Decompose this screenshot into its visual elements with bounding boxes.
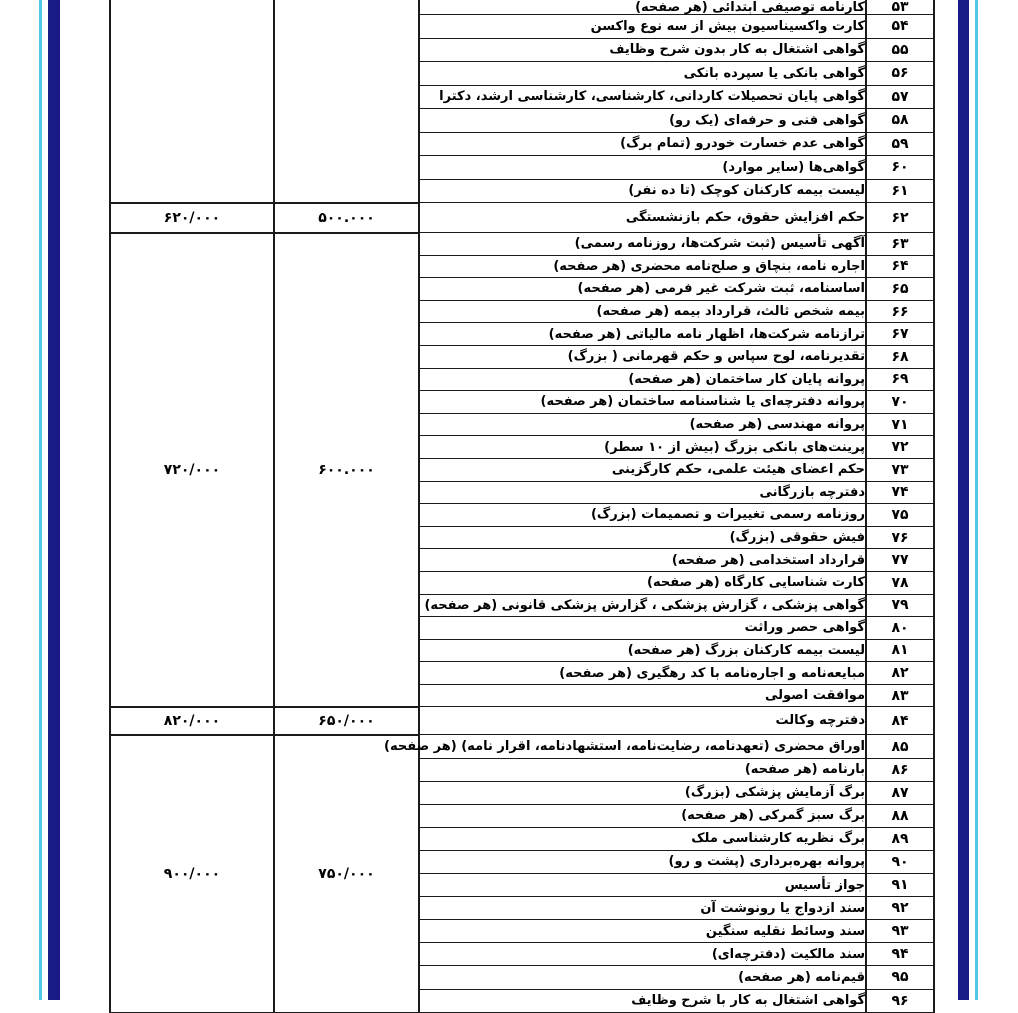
price-cell-inner: ۶۵۰/۰۰۰: [274, 707, 419, 735]
row-description-cell: کارت واکسیناسیون بیش از سه نوع واکسن: [419, 15, 866, 39]
price-cell-inner: ۷۵۰/۰۰۰: [274, 735, 419, 1012]
row-description-cell: حکم افزایش حقوق، حکم بازنشستگی: [419, 203, 866, 233]
row-description-cell: جواز تأسیس: [419, 874, 866, 897]
row-description-cell: کارنامه توصیفی ابتدائی (هر صفحه): [419, 0, 866, 15]
row-description-cell: ترازنامه شرکت‌ها، اظهار نامه مالیاتی (هر صفحه): [419, 323, 866, 346]
row-description-cell: گواهی اشتغال به کار با شرح وظایف: [419, 989, 866, 1012]
price-cell-outer: [110, 0, 274, 203]
row-number-cell: ۶۶: [866, 300, 934, 323]
row-number-cell: ۶۵: [866, 278, 934, 301]
row-number-cell: ۹۴: [866, 943, 934, 966]
row-description-cell: موافقت اصولی: [419, 684, 866, 707]
table-row: [110, 735, 934, 758]
row-description-cell: قرارداد استخدامی (هر صفحه): [419, 549, 866, 572]
row-description-cell: آگهی تأسیس (ثبت شرکت‌ها، روزنامه رسمی): [419, 233, 866, 256]
page-frame-navy-bar-left: [48, 0, 60, 1000]
row-number-cell: ۷۲: [866, 436, 934, 459]
row-description-cell: مبایعه‌نامه و اجاره‌نامه با کد رهگیری (هر صفحه): [419, 662, 866, 685]
row-description-cell: برگ نظریه کارشناسی ملک: [419, 827, 866, 850]
row-number-cell: ۹۱: [866, 874, 934, 897]
row-description-cell: پروانه مهندسی (هر صفحه): [419, 413, 866, 436]
row-description-cell: گواهی حصر وراثت: [419, 617, 866, 640]
row-number-cell: ۵۷: [866, 85, 934, 109]
row-number-cell: ۶۴: [866, 255, 934, 278]
price-cell-outer: ۷۲۰/۰۰۰: [110, 233, 274, 707]
row-description-cell: لیست بیمه کارکنان کوچک (تا ده نفر): [419, 179, 866, 203]
row-description-cell: بیمه شخص ثالث، قرارداد بیمه (هر صفحه): [419, 300, 866, 323]
row-description-cell: گواهی اشتغال به کار بدون شرح وظایف: [419, 38, 866, 62]
row-number-cell: ۸۱: [866, 639, 934, 662]
price-table-body: [110, 0, 934, 1012]
table-row: [110, 0, 934, 15]
price-table-container: [109, 0, 935, 1013]
row-number-cell: ۷۰: [866, 391, 934, 414]
row-number-cell: ۷۶: [866, 526, 934, 549]
row-description-cell: گواهی پایان تحصیلات کاردانی، کارشناسی، کارشناسی ارشد، دکترا: [419, 85, 866, 109]
row-number-cell: ۵۳: [866, 0, 934, 15]
row-number-cell: ۶۸: [866, 345, 934, 368]
row-number-cell: ۷۱: [866, 413, 934, 436]
row-number-cell: ۸۳: [866, 684, 934, 707]
page-frame-cyan-line-right: [975, 0, 978, 1000]
row-description-cell: پروانه پایان کار ساختمان (هر صفحه): [419, 368, 866, 391]
row-description-cell: سند ازدواج یا رونوشت آن: [419, 897, 866, 920]
row-number-cell: ۶۱: [866, 179, 934, 203]
row-number-cell: ۵۴: [866, 15, 934, 39]
row-description-cell: تقدیرنامه، لوح سپاس و حکم قهرمانی ( بزرگ): [419, 345, 866, 368]
row-number-cell: ۸۷: [866, 781, 934, 804]
row-number-cell: ۸۸: [866, 804, 934, 827]
row-description-cell: برگ سبز گمرکی (هر صفحه): [419, 804, 866, 827]
row-description-cell: کارت شناسایی کارگاه (هر صفحه): [419, 571, 866, 594]
row-number-cell: ۵۶: [866, 62, 934, 86]
price-table: [109, 0, 935, 1013]
row-description-cell: سند مالکیت (دفترچه‌ای): [419, 943, 866, 966]
price-cell-inner: ۵۰۰.۰۰۰: [274, 203, 419, 233]
page-frame-navy-bar-right: [958, 0, 969, 1000]
row-description-cell: پروانه بهره‌برداری (پشت و رو): [419, 850, 866, 873]
table-row: [110, 233, 934, 256]
row-number-cell: ۸۶: [866, 758, 934, 781]
row-number-cell: ۸۴: [866, 707, 934, 735]
row-number-cell: ۷۵: [866, 504, 934, 527]
table-row: [110, 707, 934, 735]
price-cell-inner: [274, 0, 419, 203]
row-description-cell: گواهی بانکی یا سپرده بانکی: [419, 62, 866, 86]
row-description-cell: حکم اعضای هیئت علمی، حکم کارگزینی: [419, 458, 866, 481]
row-number-cell: ۸۵: [866, 735, 934, 758]
row-number-cell: ۵۹: [866, 132, 934, 156]
row-description-cell: پروانه دفترچه‌ای یا شناسنامه ساختمان (هر صفحه): [419, 391, 866, 414]
price-cell-outer: ۸۲۰/۰۰۰: [110, 707, 274, 735]
row-description-cell: اساسنامه، ثبت شرکت غیر فرمی (هر صفحه): [419, 278, 866, 301]
row-number-cell: ۷۴: [866, 481, 934, 504]
row-description-cell: اجاره نامه، بنچاق و صلح‌نامه محضری (هر صفحه): [419, 255, 866, 278]
row-description-cell: دفترچه وکالت: [419, 707, 866, 735]
row-description-cell: اوراق محضری (تعهدنامه، رضایت‌نامه، استشهادنامه، اقرار نامه) (هر صفحه): [419, 735, 866, 758]
row-number-cell: ۷۹: [866, 594, 934, 617]
price-cell-outer: ۹۰۰/۰۰۰: [110, 735, 274, 1012]
row-description-cell: گواهی‌ها (سایر موارد): [419, 156, 866, 180]
row-number-cell: ۵۵: [866, 38, 934, 62]
row-description-cell: بارنامه (هر صفحه): [419, 758, 866, 781]
row-description-cell: فیش حقوقی (بزرگ): [419, 526, 866, 549]
page-frame-cyan-line-left: [39, 0, 42, 1000]
row-number-cell: ۹۰: [866, 850, 934, 873]
row-number-cell: ۶۳: [866, 233, 934, 256]
row-description-cell: دفترچه بازرگانی: [419, 481, 866, 504]
row-description-cell: قیم‌نامه (هر صفحه): [419, 966, 866, 989]
row-number-cell: ۹۵: [866, 966, 934, 989]
row-number-cell: ۹۲: [866, 897, 934, 920]
row-number-cell: ۶۰: [866, 156, 934, 180]
row-description-cell: گواهی پزشکی ، گزارش پزشکی ، گزارش پزشکی قانونی (هر صفحه): [419, 594, 866, 617]
row-description-cell: لیست بیمه کارکنان بزرگ (هر صفحه): [419, 639, 866, 662]
row-description-cell: پرینت‌های بانکی بزرگ (بیش از ۱۰ سطر): [419, 436, 866, 459]
row-number-cell: ۸۰: [866, 617, 934, 640]
row-number-cell: ۷۷: [866, 549, 934, 572]
row-number-cell: ۹۶: [866, 989, 934, 1012]
row-description-cell: برگ آزمایش پزشکی (بزرگ): [419, 781, 866, 804]
row-description-cell: گواهی فنی و حرفه‌ای (یک رو): [419, 109, 866, 133]
price-cell-inner: ۶۰۰.۰۰۰: [274, 233, 419, 707]
row-number-cell: ۸۹: [866, 827, 934, 850]
row-number-cell: ۵۸: [866, 109, 934, 133]
row-number-cell: ۷۸: [866, 571, 934, 594]
row-number-cell: ۶۷: [866, 323, 934, 346]
row-number-cell: ۶۹: [866, 368, 934, 391]
row-description-cell: روزنامه رسمی تغییرات و تصمیمات (بزرگ): [419, 504, 866, 527]
row-number-cell: ۸۲: [866, 662, 934, 685]
row-description-cell: سند وسائط نقلیه سنگین: [419, 920, 866, 943]
row-number-cell: ۶۲: [866, 203, 934, 233]
row-number-cell: ۹۳: [866, 920, 934, 943]
row-description-cell: گواهی عدم خسارت خودرو (تمام برگ): [419, 132, 866, 156]
table-row: [110, 203, 934, 233]
price-cell-outer: ۶۲۰/۰۰۰: [110, 203, 274, 233]
row-number-cell: ۷۳: [866, 458, 934, 481]
